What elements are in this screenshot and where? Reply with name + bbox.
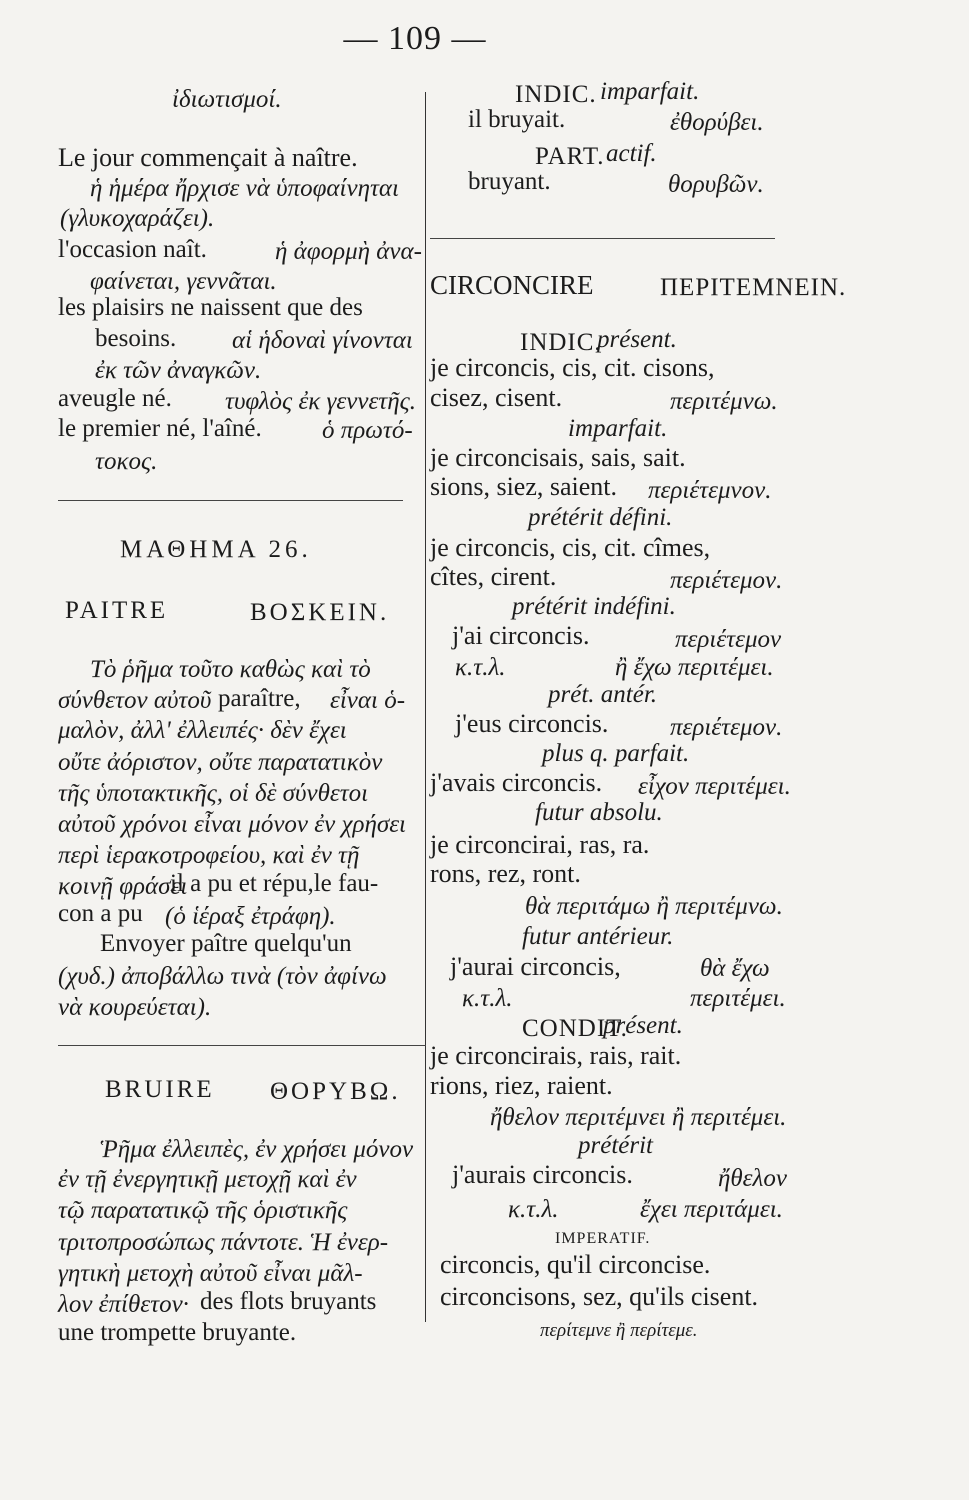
conjugation-line: sions, siez, saient. bbox=[430, 472, 618, 501]
text-line: φαίνεται, γεννᾶται. bbox=[90, 268, 277, 295]
verb-heading-fr: BRUIRE bbox=[105, 1076, 215, 1103]
conjugation-gr: ἤθελον περιτέμνει ἢ περιτέμει. bbox=[490, 1104, 787, 1131]
conjugation-line: circoncis, qu'il circoncise. bbox=[440, 1250, 711, 1279]
paragraph-line: οὔτε ἀόριστον, οὔτε παρατατικὸν bbox=[58, 749, 383, 776]
text-line: ἐκ τῶν ἀναγκῶν. bbox=[95, 357, 262, 384]
conjugation-line: j'avais circoncis. bbox=[430, 768, 603, 797]
section-rule bbox=[58, 1045, 426, 1046]
conjugation-gr: κ.τ.λ. bbox=[455, 654, 506, 681]
tense-label: présent. bbox=[603, 1012, 683, 1039]
conjugation-gr: θὰ ἔχω bbox=[700, 955, 770, 982]
paragraph-line: con a pu bbox=[58, 900, 143, 927]
tense-label: INDIC. bbox=[515, 81, 597, 108]
conjugation-line: je circoncirais, rais, rait. bbox=[430, 1041, 682, 1070]
tense-label: imparfait. bbox=[600, 78, 700, 105]
text-line: τοκος. bbox=[95, 448, 158, 475]
text-line: les plaisirs ne naissent que des bbox=[58, 294, 363, 321]
tense-label: plus q. parfait. bbox=[542, 740, 690, 767]
tense-label: prétérit défini. bbox=[528, 504, 673, 531]
text-line: τυφλὸς ἐκ γεννετῆς. bbox=[225, 388, 417, 415]
text-line: le premier né, l'aîné. bbox=[58, 415, 262, 442]
paragraph-line: τῷ παρατατικῷ τῆς ὁριστικῆς bbox=[58, 1197, 348, 1224]
tense-label: futur antérieur. bbox=[522, 923, 674, 950]
conjugation-gr: περίτεμνε ἢ περίτεμε. bbox=[540, 1320, 698, 1341]
tense-label: présent. bbox=[597, 326, 677, 353]
tense-label: prétérit indéfini. bbox=[512, 593, 676, 620]
conjugation-gr: ἐθορύβει. bbox=[670, 109, 764, 136]
conjugation-line: circoncisons, sez, qu'ils cisent. bbox=[440, 1282, 759, 1311]
tense-label: prétérit bbox=[578, 1132, 653, 1159]
conjugation-line: j'aurais circoncis. bbox=[452, 1160, 633, 1189]
conjugation-line: j'ai circoncis. bbox=[452, 621, 590, 650]
text-line: ἡ ἡμέρα ἤρχισε νὰ ὑποφαίνηται bbox=[90, 175, 399, 202]
conjugation-line: je circoncis, cis, cit. cisons, bbox=[430, 353, 715, 382]
text-line: Le jour commençait à naître. bbox=[58, 143, 358, 172]
conjugation-gr: περιτέμει. bbox=[690, 985, 786, 1012]
conjugation-gr: θορυβῶν. bbox=[668, 171, 764, 198]
conjugation-line: cisez, cisent. bbox=[430, 383, 563, 412]
paragraph-line: σύνθετον αὐτοῦ bbox=[58, 687, 212, 714]
text-line: ὁ πρωτό- bbox=[322, 417, 413, 444]
paragraph-line: περὶ ἱερακοτροφείου, καὶ ἐν τῇ bbox=[58, 842, 360, 869]
conjugation-line: bruyant. bbox=[468, 168, 551, 195]
section-heading: ἰδιωτισμοί. bbox=[172, 86, 282, 113]
verb-heading-fr: CIRCONCIRE bbox=[430, 270, 594, 300]
conjugation-line: rions, riez, raient. bbox=[430, 1071, 613, 1100]
tense-label: CONDIT. bbox=[522, 1015, 628, 1042]
paragraph-line: νὰ κουρεύεται). bbox=[58, 994, 212, 1021]
paragraph-line: αὐτοῦ χρόνοι εἶναι μόνον ἐν χρήσει bbox=[58, 811, 406, 838]
tense-label: INDIC. bbox=[520, 329, 602, 356]
conjugation-gr: ἔχει περιτάμει. bbox=[640, 1196, 783, 1223]
paragraph-line: Τὸ ῥῆμα τοῦτο καθὼς καὶ τὸ bbox=[90, 656, 371, 683]
tense-label: IMPERATIF. bbox=[555, 1230, 651, 1247]
conjugation-gr: περιέτεμον. bbox=[670, 714, 783, 741]
paragraph-line: μαλὸν, ἀλλ' ἐλλειπές· δὲν ἔχει bbox=[58, 717, 347, 744]
text-line: besoins. bbox=[95, 325, 177, 352]
text-line: (γλυκοχαράζει). bbox=[60, 205, 215, 232]
conjugation-line: j'eus circoncis. bbox=[455, 709, 609, 738]
text-line: αἱ ἡδοναὶ γίνονται bbox=[232, 327, 413, 354]
paragraph-line: paraître, bbox=[218, 685, 301, 712]
tense-label: prét. antér. bbox=[548, 681, 658, 708]
paragraph-line: τριτοπροσώπως πάντοτε. Ἡ ἐνερ- bbox=[58, 1229, 389, 1256]
text-line: l'occasion naît. bbox=[58, 236, 207, 263]
tense-label: actif. bbox=[606, 140, 657, 167]
conjugation-gr: κ.τ.λ. bbox=[462, 985, 513, 1012]
conjugation-line: je circoncisais, sais, sait. bbox=[430, 443, 686, 472]
conjugation-line: rons, rez, ront. bbox=[430, 859, 581, 888]
conjugation-gr: κ.τ.λ. bbox=[508, 1196, 559, 1223]
paragraph-line: (χυδ.) ἀποβάλλω τινὰ (τὸν ἀφίνω bbox=[58, 963, 387, 990]
tense-label: PART. bbox=[535, 143, 605, 170]
page-number: — 109 — bbox=[343, 20, 487, 57]
tense-label: futur absolu. bbox=[535, 799, 663, 826]
conjugation-line: cîtes, cirent. bbox=[430, 562, 557, 591]
conjugation-gr: περιέτεμον. bbox=[670, 567, 783, 594]
paragraph-line: εἶναι ὁ- bbox=[330, 687, 406, 714]
paragraph-line: γητικὴ μετοχὴ αὐτοῦ εἶναι μᾶλ- bbox=[58, 1260, 363, 1287]
conjugation-gr: περιτέμνω. bbox=[670, 388, 778, 415]
conjugation-line: j'aurai circoncis, bbox=[450, 952, 621, 981]
conjugation-line: je circoncis, cis, cit. cîmes, bbox=[430, 533, 711, 562]
text-line: ἡ ἀφορμὴ ἀνα- bbox=[275, 238, 422, 265]
conjugation-line: je circoncirai, ras, ra. bbox=[430, 830, 650, 859]
tense-label: imparfait. bbox=[568, 415, 668, 442]
paragraph-line: des flots bruyants bbox=[200, 1288, 377, 1315]
verb-heading-gr: ΒΟΣΚΕΙΝ. bbox=[250, 599, 390, 626]
paragraph-line: κοινῇ φράσει bbox=[58, 873, 188, 900]
conjugation-gr: περιέτεμον bbox=[675, 626, 782, 653]
section-rule bbox=[430, 238, 775, 239]
paragraph-line: λον ἐπίθετον· bbox=[58, 1291, 189, 1318]
paragraph-line: (ὁ ἱέραξ ἐτράφη). bbox=[165, 903, 336, 930]
paragraph-line: τῆς ὑποτακτικῆς, οἱ δὲ σύνθετοι bbox=[58, 780, 369, 807]
conjugation-gr: περιέτεμνον. bbox=[648, 477, 772, 504]
column-divider bbox=[425, 92, 426, 1322]
conjugation-gr: θὰ περιτάμω ἢ περιτέμνω. bbox=[525, 893, 783, 920]
verb-heading-gr: ΘΟΡΥΒΩ. bbox=[270, 1078, 401, 1105]
verb-heading-gr: ΠΕΡΙΤΕΜΝΕΙΝ. bbox=[660, 274, 847, 301]
paragraph-line: Envoyer paître quelqu'un bbox=[100, 930, 352, 957]
paragraph-line: il a pu et répu,le fau- bbox=[170, 870, 379, 897]
lesson-title: ΜΑΘΗΜΑ 26. bbox=[120, 536, 312, 563]
paragraph-line: une trompette bruyante. bbox=[58, 1319, 297, 1346]
conjugation-gr: ἢ ἔχω περιτέμει. bbox=[615, 654, 774, 681]
text-line: aveugle né. bbox=[58, 385, 172, 412]
paragraph-line: Ῥῆμα ἐλλειπὲς, ἐν χρήσει μόνον bbox=[100, 1136, 414, 1163]
conjugation-gr: ἤθελον bbox=[718, 1165, 787, 1192]
conjugation-gr: εἶχον περιτέμει. bbox=[638, 773, 791, 800]
conjugation-line: il bruyait. bbox=[468, 106, 566, 133]
section-rule bbox=[58, 500, 403, 501]
paragraph-line: ἐν τῇ ἐνεργητικῇ μετοχῇ καὶ ἐν bbox=[58, 1166, 357, 1193]
verb-heading-fr: PAITRE bbox=[65, 597, 169, 624]
